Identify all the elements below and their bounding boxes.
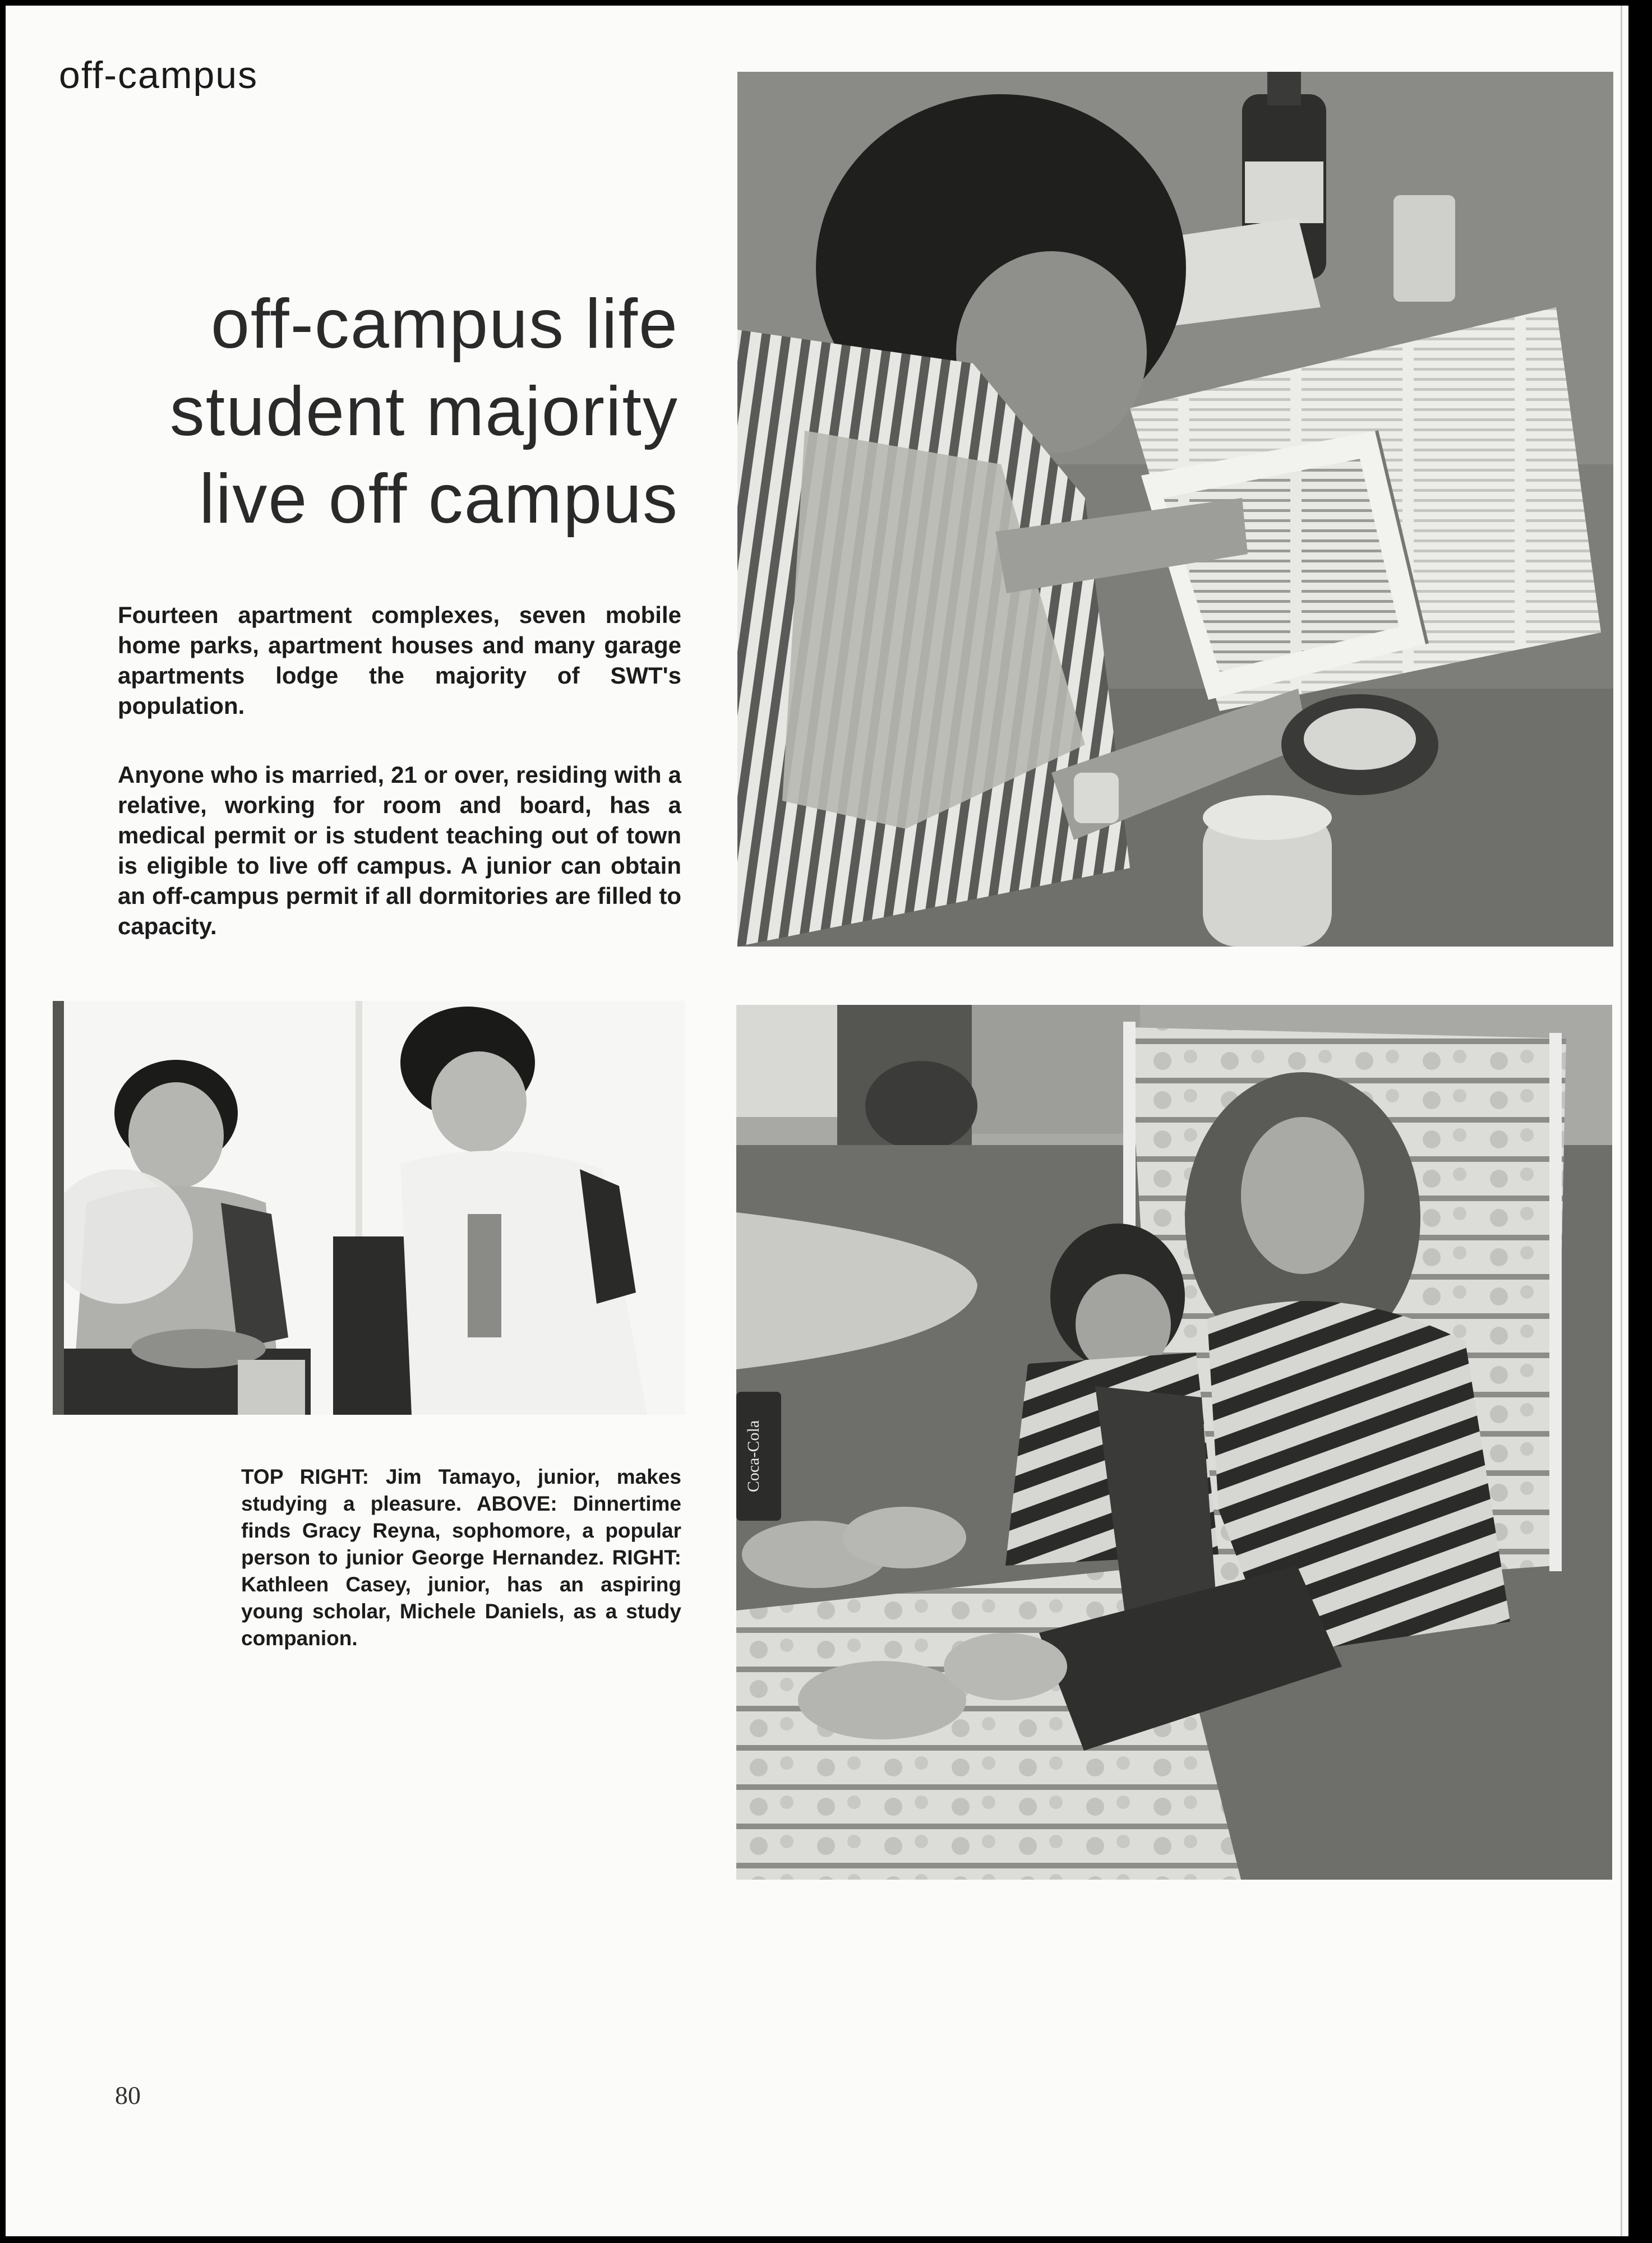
dinner-photo-illustration <box>53 1001 685 1415</box>
body-paragraph-2: Anyone who is married, 21 or over, residing with a relative, working for room and board, has a medical permit or is student teaching out of town is eligible to live off campus. A junior can obtain an off-campus permit if all dormitories are filled to capacity. <box>118 761 681 939</box>
section-label: off-campus <box>59 54 259 96</box>
headline <box>118 280 679 543</box>
photo-lawn-chair <box>736 1005 1612 1880</box>
body-paragraph-1: Fourteen apartment complexes, seven mobile home parks, apartment houses and many garage apartments lodge the majority of SWT's population. <box>118 602 681 719</box>
photo-dinnertime <box>53 1001 685 1415</box>
photo-studying-on-floor <box>737 72 1613 947</box>
headline-line-2: student majority <box>169 373 679 450</box>
coca-cola-can-text: Coca-Cola <box>744 1420 763 1493</box>
headline-line-1: off-campus life <box>210 285 679 363</box>
page-number: 80 <box>115 2081 141 2110</box>
yearbook-page <box>6 6 1628 2236</box>
page-gutter-line <box>1621 6 1622 2236</box>
photo-caption: TOP RIGHT: Jim Tamayo, junior, makes studying a pleasure. ABOVE: Dinnertime finds Gracy Reyna, sophomore, a popular person to junior George Hernandez. RIGHT: Kathleen Casey, junior, has an aspiring young scholar, Michele Daniels, as a study companion. <box>241 1465 681 1650</box>
lawn-photo-illustration <box>736 1005 1612 1880</box>
studying-photo-illustration <box>737 72 1613 947</box>
headline-line-3: live off campus <box>199 460 679 538</box>
